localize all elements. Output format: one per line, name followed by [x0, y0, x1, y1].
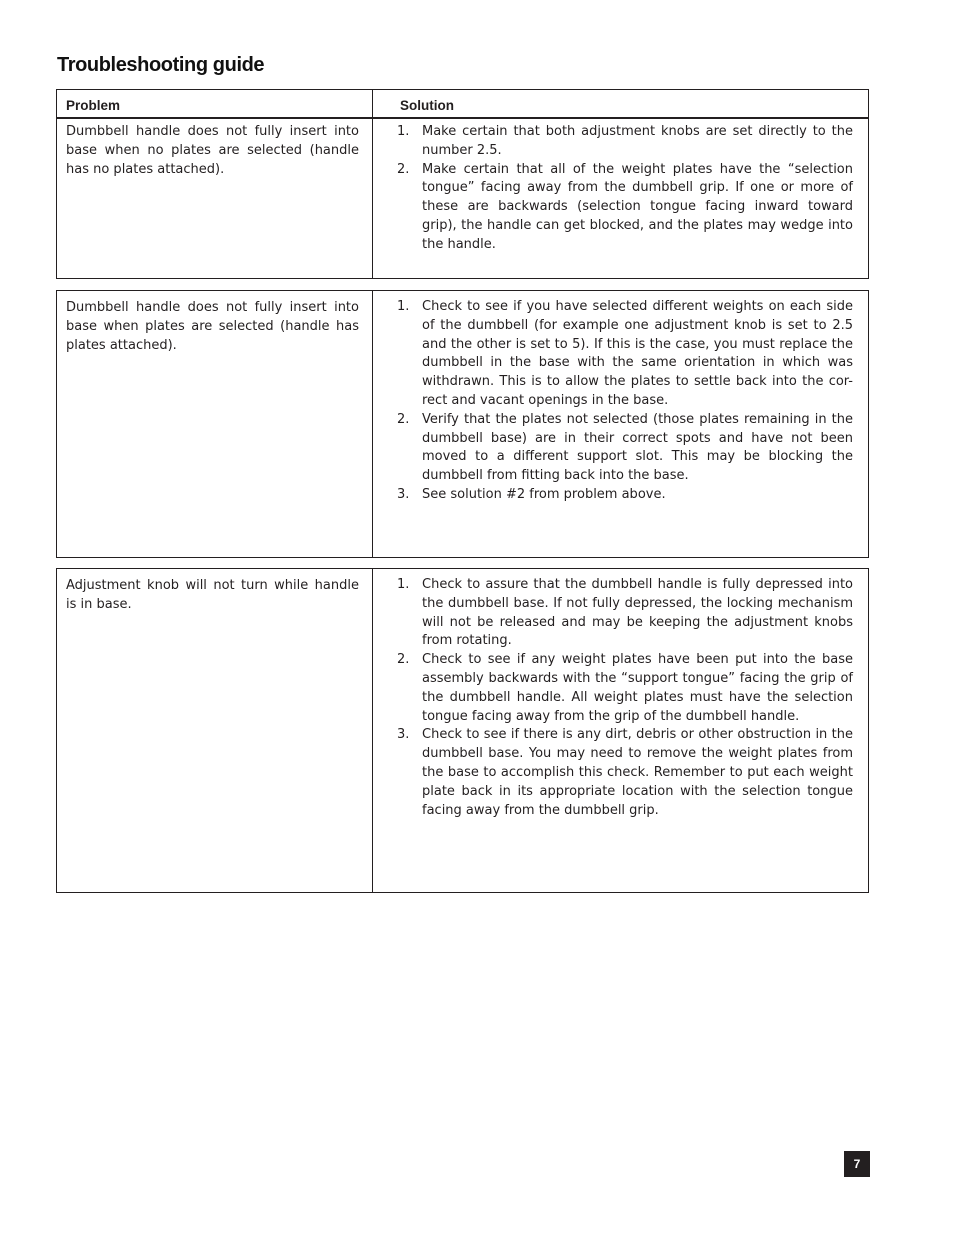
- column-divider: [372, 291, 373, 557]
- page-number: 7: [844, 1151, 870, 1177]
- solution-text: Verify that the plates not selected (those plates remaining in the dumbbell base) are in their correct spots and have not been moved to a different support slot. This may be blocking the dumbbell from fitting back into the base.: [422, 411, 853, 484]
- solution-text: Check to assure that the dumbbell handle is fully depressed into the dumbbell base. If not fully depressed, the locking mechanism will not be released and may be keeping the adjustment knobs from rotating.: [422, 577, 853, 649]
- solution-item: [397, 161, 853, 255]
- header-solution: Solution: [400, 98, 454, 113]
- troubleshooting-table-1: [56, 89, 869, 279]
- table-header: [57, 90, 868, 119]
- solution-text: See solution #2 from problem above.: [422, 486, 666, 502]
- solution-number: 3.: [397, 486, 410, 502]
- troubleshooting-table-3: [56, 568, 869, 893]
- solution-number: 3.: [397, 727, 410, 743]
- solution-number: 2.: [397, 161, 410, 177]
- solution-text: Check to see if you have selected different weights on each side of the dumbbell (for example one adjustment knob is set to 2.5 and the other is set to 5). If this is the case, you must replace the dumbbell in the base with the same orientation in which was withdrawn. This is to allow the plates to settle back into the cor-rect and vacant openings in the base.: [422, 299, 853, 408]
- problem-text: Dumbbell handle does not fully insert into base when plates are selected (handle has plates attached).: [66, 300, 359, 353]
- page-title: Troubleshooting guide: [57, 54, 265, 76]
- header-problem: Problem: [66, 98, 121, 113]
- solution-text: Check to see if any weight plates have been put into the base assembly backwards with the “support tongue” facing the grip of the dumbbell handle. All weight plates must have the selection tongue facing away from the grip of the dumbbell handle.: [422, 652, 853, 724]
- solution-text: Check to see if there is any dirt, debris or other obstruction in the dumbbell base. You may need to remove the weight plates from the base to accomplish this check. Remember to put each weight plate back in its appropriate location with the selection tongue facing away from the dumbbell grip.: [422, 727, 853, 818]
- solution-text: Make certain that all of the weight plates have the “selection tongue” facing away from the dumbbell grip. If one or more of these are backwards (selection tongue facing inward toward grip), the handle can get blocked, and the plates may wedge into the handle.: [422, 161, 853, 252]
- problem-text: Adjustment knob will not turn while handle is in base.: [66, 578, 359, 612]
- solution-number: 1.: [397, 124, 410, 139]
- solution-number: 2.: [397, 652, 410, 668]
- solution-item: [397, 726, 853, 820]
- solution-item: [397, 651, 853, 726]
- solution-item: [397, 123, 853, 161]
- troubleshooting-table-2: [56, 290, 869, 558]
- column-divider: [372, 569, 373, 892]
- solution-number: 2.: [397, 411, 410, 427]
- solution-item: [397, 411, 853, 486]
- solution-text: Make certain that both adjustment knobs are set directly to the number 2.5.: [422, 124, 853, 158]
- solution-list: [397, 576, 853, 820]
- solution-list: [397, 123, 853, 255]
- solution-number: 1.: [397, 577, 410, 592]
- solution-list: [397, 298, 853, 505]
- problem-text: Dumbbell handle does not fully insert into base when no plates are selected (handle has no plates attached).: [66, 124, 359, 177]
- solution-item: [397, 576, 853, 651]
- solution-item: [397, 298, 853, 411]
- solution-item: [397, 486, 853, 505]
- solution-number: 1.: [397, 299, 410, 314]
